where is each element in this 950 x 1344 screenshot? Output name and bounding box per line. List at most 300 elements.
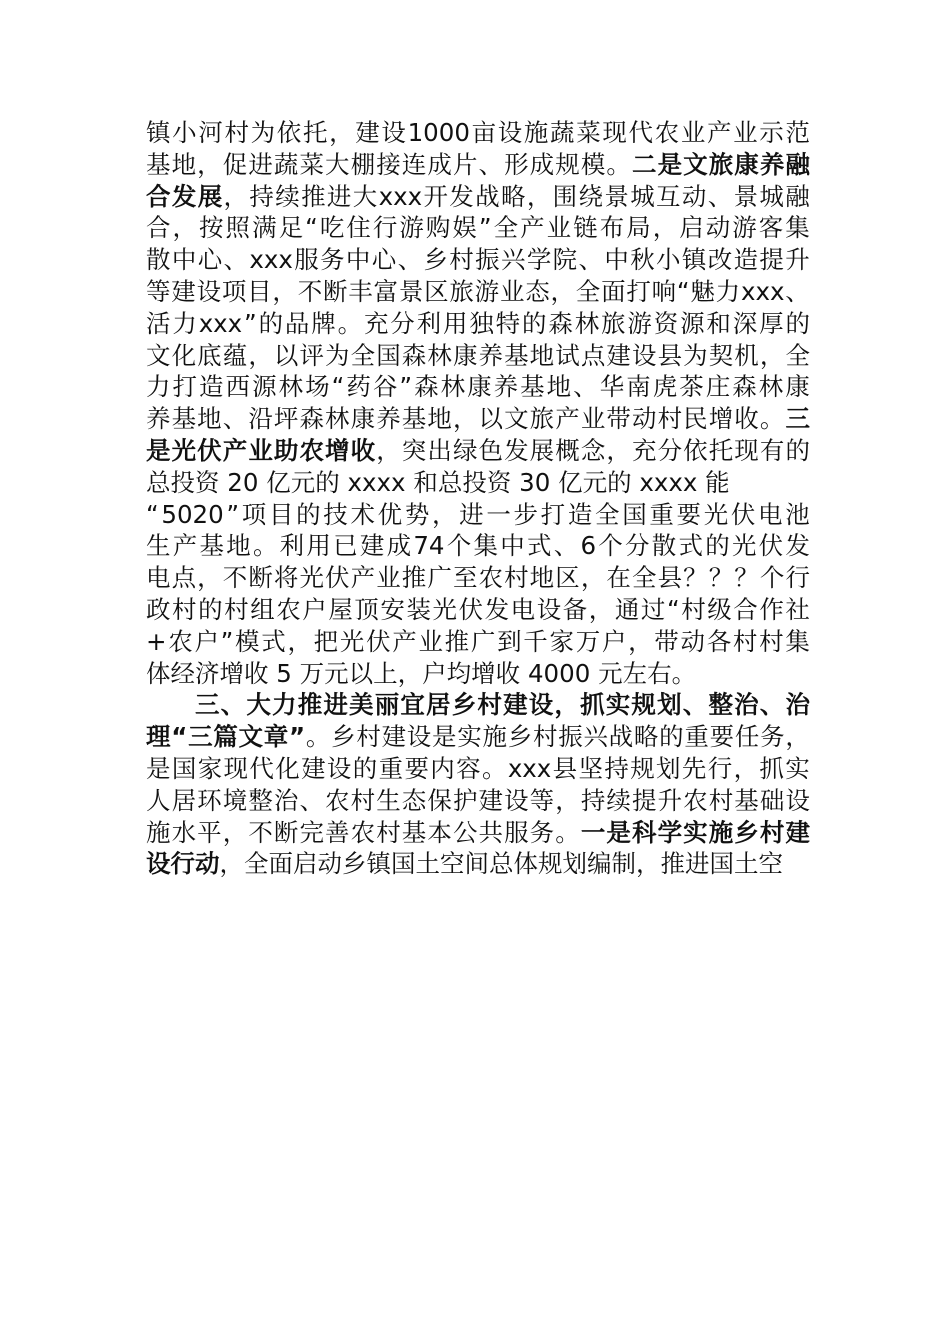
text-run: 项	[241, 499, 267, 529]
text-run: 全	[575, 276, 601, 306]
text-run: 康	[452, 340, 478, 370]
text-run: 响	[651, 276, 677, 306]
text-run: 购	[425, 213, 451, 243]
text-run: 全	[785, 340, 810, 370]
text-line	[146, 530, 810, 562]
bold-text: 助	[273, 435, 299, 465]
text-run: 试	[555, 340, 580, 370]
text-run: 公	[452, 817, 478, 847]
text-run: 照	[225, 213, 251, 243]
bold-text: 文	[683, 149, 708, 179]
text-run: 蔬	[550, 118, 575, 147]
text-run: 代	[249, 753, 274, 783]
bold-text: 科	[631, 817, 657, 847]
text-run: 容	[456, 753, 481, 783]
text-run: 抓	[759, 753, 784, 783]
text-run: 全	[631, 563, 657, 593]
text-run: 进	[459, 499, 484, 529]
text-run: ？	[683, 563, 708, 593]
text-run: 景	[733, 181, 759, 211]
text-run: 丰	[348, 276, 373, 306]
text-run: 74	[413, 531, 445, 561]
bold-text: 治	[785, 690, 810, 720]
text-run: 平	[197, 817, 222, 847]
text-run: 吃	[319, 213, 345, 243]
text-run: 村	[504, 563, 529, 593]
text-run: 模	[235, 626, 260, 656]
text-run: 乡	[331, 722, 356, 752]
text-line	[146, 626, 810, 658]
text-run: 设	[504, 785, 529, 815]
text-run: 不	[248, 817, 273, 847]
text-run: 光	[299, 563, 324, 593]
text-run: 依	[276, 118, 302, 147]
text-run: 农	[478, 563, 504, 593]
text-run: 兴	[500, 245, 526, 275]
text-run: 发	[484, 594, 510, 624]
bold-text: 、	[759, 690, 785, 720]
text-run: ”	[226, 499, 240, 529]
text-run: 学	[526, 245, 552, 275]
text-run: 魅	[690, 276, 715, 306]
text-run: 一	[486, 499, 511, 529]
bold-text: 进	[323, 690, 348, 720]
text-run: 势	[404, 499, 430, 529]
text-run: 社	[785, 594, 810, 624]
text-run: 续	[275, 181, 300, 211]
text-run: 业	[733, 118, 758, 147]
text-run: xxx	[378, 181, 423, 211]
text-run: 战	[475, 181, 500, 211]
text-run: 振	[475, 245, 500, 275]
text-run: 地	[529, 340, 555, 370]
text-run: 略	[500, 181, 526, 211]
text-run: 养	[478, 340, 504, 370]
text-run: 1000	[407, 118, 470, 147]
text-run: 作	[759, 594, 784, 624]
text-run: 特	[495, 308, 521, 338]
text-run: 增	[708, 404, 734, 434]
text-run: 装	[406, 594, 431, 624]
bold-text: 居	[426, 690, 451, 720]
text-run: 通	[614, 594, 640, 624]
text-run: 源	[680, 308, 705, 338]
text-line	[146, 244, 810, 276]
text-run: 以	[478, 404, 504, 434]
text-run: 力	[146, 372, 171, 402]
text-run: 地	[171, 149, 197, 179]
text-run: “	[666, 594, 680, 624]
text-run: 产	[520, 213, 545, 243]
text-line	[146, 594, 810, 626]
text-run: 森	[732, 372, 757, 402]
text-run: 文	[504, 404, 529, 434]
text-run: 电	[758, 499, 783, 529]
text-run: 游	[474, 276, 500, 306]
bold-text: 丽	[374, 690, 400, 720]
text-run: 和	[706, 308, 731, 338]
text-run: ，	[222, 817, 248, 847]
text-run: 蕴	[222, 340, 248, 370]
bold-text: 规	[631, 690, 656, 720]
text-run: 。	[606, 149, 631, 179]
text-run: 先	[681, 753, 707, 783]
text-run: 底	[197, 340, 222, 370]
text-run: 村	[356, 722, 381, 752]
text-run: 共	[478, 817, 504, 847]
text-run: 升	[657, 785, 683, 815]
text-run: 国	[171, 753, 197, 783]
text-run: 的	[705, 531, 730, 561]
text-run: ”	[244, 308, 257, 338]
text-run: 屋	[328, 594, 353, 624]
text-run: 康	[467, 372, 492, 402]
text-run: ，全面启动乡镇国土空间总体规划编制，推进国土空	[219, 849, 783, 879]
text-run: 业	[580, 404, 606, 434]
text-run: 带	[654, 626, 679, 656]
text-run: 以	[273, 340, 299, 370]
bold-text: 乡	[451, 690, 477, 720]
text-run: ，	[272, 276, 297, 306]
text-line	[146, 753, 810, 785]
text-run: 托	[302, 118, 328, 147]
text-run: 华	[599, 372, 625, 402]
text-run: 的	[659, 722, 684, 752]
text-run: ，	[652, 213, 678, 243]
text-run: 体经济增收 5 万元以上，户均增收 4000 元左右。	[146, 658, 697, 688]
text-run: 成	[427, 149, 452, 179]
text-run: 、	[478, 149, 504, 179]
text-run: 机	[734, 340, 759, 370]
text-run: ？	[708, 563, 734, 593]
text-run: 利	[279, 531, 305, 561]
text-run: 人	[146, 785, 171, 815]
text-run: 动	[631, 404, 657, 434]
text-run: 现	[602, 118, 627, 147]
text-run: 厚	[759, 308, 784, 338]
text-run: 国	[376, 340, 401, 370]
text-run: 术	[350, 499, 375, 529]
text-run: 村	[657, 404, 683, 434]
text-run: 村	[224, 118, 249, 147]
text-run: 总投资 20 亿元的 xxxx 和总投资 30 亿元的 xxxx 能	[146, 467, 730, 497]
text-run: 区	[555, 563, 580, 593]
text-run: 行	[707, 753, 733, 783]
bold-text: 收	[350, 435, 376, 465]
text-run: 散	[651, 531, 677, 561]
text-run: 电	[146, 563, 171, 593]
bold-text: 实	[683, 817, 708, 847]
text-run: 振	[558, 722, 583, 752]
text-run: 分	[625, 531, 650, 561]
text-run: 绕	[578, 181, 603, 211]
bold-text: 业	[248, 435, 273, 465]
text-run: 森	[401, 340, 427, 370]
text-run: 村	[449, 245, 474, 275]
text-run: 坚	[578, 753, 603, 783]
text-run: 链	[573, 213, 598, 243]
text-run: 5020	[161, 499, 224, 529]
text-run: 牌	[311, 308, 336, 338]
text-line	[146, 181, 810, 213]
text-run: 深	[732, 308, 758, 338]
bold-text: 展	[197, 181, 223, 211]
text-line	[146, 340, 810, 372]
text-run: 伏	[758, 531, 784, 561]
text-run: 行	[785, 563, 810, 593]
text-run: 服	[294, 245, 319, 275]
text-run: 游	[732, 213, 757, 243]
text-run: 绿	[452, 435, 478, 465]
text-run: 产	[706, 118, 732, 147]
text-run: ，	[526, 181, 552, 211]
text-run: 菜	[299, 149, 324, 179]
text-run: 打	[626, 276, 651, 306]
text-run: 利	[416, 308, 442, 338]
text-run: 目	[268, 499, 294, 529]
text-line	[146, 149, 810, 181]
text-run: 业	[546, 213, 572, 243]
text-run: 设	[785, 785, 810, 815]
text-run: 突	[401, 435, 427, 465]
text-run: 发	[785, 531, 810, 561]
text-run: 小	[656, 245, 681, 275]
text-run: xxx	[507, 753, 552, 783]
text-run: 、	[553, 531, 579, 561]
text-line	[146, 848, 810, 880]
bold-text: 是	[606, 817, 631, 847]
text-run: 家	[197, 753, 223, 783]
text-run: 契	[708, 340, 734, 370]
text-run: 户	[194, 626, 219, 656]
text-run: 分	[390, 308, 415, 338]
text-run: 设	[196, 276, 222, 306]
text-run: 环	[197, 785, 222, 815]
bold-text: 抓	[580, 690, 605, 720]
text-run: 城	[759, 181, 784, 211]
text-run: 心	[197, 245, 223, 275]
text-run: 目	[247, 276, 272, 306]
text-line	[146, 689, 810, 721]
text-run: 现	[734, 435, 759, 465]
bold-text: 实	[605, 690, 631, 720]
text-run: 的	[785, 308, 810, 338]
bold-text: 合	[146, 181, 171, 211]
text-run: 庄	[705, 372, 731, 402]
text-run: 造	[199, 372, 224, 402]
text-run: 改	[707, 245, 733, 275]
text-run: 级	[707, 594, 732, 624]
text-run: ，	[197, 563, 222, 593]
text-run: 任	[734, 722, 760, 752]
text-run: 集	[785, 213, 810, 243]
text-run: 、	[573, 372, 598, 402]
text-run: 城	[630, 181, 655, 211]
text-run: 、	[222, 404, 248, 434]
text-run: 务	[529, 817, 555, 847]
text-run: 护	[452, 785, 478, 815]
text-run: 林	[440, 372, 466, 402]
text-run: 建	[171, 276, 196, 306]
text-run: 态	[401, 785, 427, 815]
text-line	[146, 658, 810, 690]
text-run: 保	[427, 785, 452, 815]
text-run: 养	[376, 404, 401, 434]
text-run: 光	[703, 499, 729, 529]
body-text	[146, 117, 810, 880]
text-run: 代	[628, 118, 654, 147]
text-run: 进	[248, 149, 273, 179]
text-run: 林	[574, 308, 600, 338]
text-line	[146, 212, 810, 244]
bold-text: 增	[325, 435, 350, 465]
text-run: 。	[481, 753, 507, 783]
text-run: 过	[640, 594, 666, 624]
text-run: 提	[631, 785, 657, 815]
text-run: 各	[706, 626, 732, 656]
text-line	[146, 817, 810, 849]
bold-text: 康	[734, 149, 759, 179]
text-run: 有	[759, 435, 785, 465]
text-run: 电	[510, 594, 536, 624]
text-run: 重	[649, 499, 674, 529]
text-run: “	[331, 372, 345, 402]
text-run: 持	[249, 181, 274, 211]
text-run: 提	[759, 245, 784, 275]
text-run: ，	[197, 149, 222, 179]
text-run: 施	[482, 722, 507, 752]
text-run: 地	[226, 531, 251, 561]
bold-text: 力	[272, 690, 297, 720]
text-run: 伏	[458, 594, 484, 624]
text-run: 步	[513, 499, 538, 529]
text-run: 光	[731, 531, 757, 561]
text-run: 镇	[146, 118, 171, 147]
text-run: 娱	[452, 213, 477, 243]
text-run: 村	[376, 817, 401, 847]
bold-text: 光	[171, 435, 197, 465]
text-run: ，	[606, 435, 631, 465]
text-run: 收	[734, 404, 759, 434]
bold-text: 是	[146, 435, 171, 465]
text-run: 续	[606, 785, 631, 815]
text-run: 行	[372, 213, 398, 243]
text-run: 不	[297, 276, 323, 306]
text-run: 为	[325, 340, 350, 370]
text-run: 造	[567, 499, 593, 529]
text-run: 建	[301, 753, 326, 783]
text-run: 村	[172, 594, 197, 624]
text-run: ，	[550, 276, 575, 306]
text-run: 的	[522, 308, 547, 338]
text-run: 全	[595, 499, 620, 529]
text-run: 游	[399, 213, 424, 243]
text-run: 、	[397, 245, 423, 275]
text-run: 设	[406, 722, 432, 752]
text-run: xxx	[740, 276, 785, 306]
bold-text: 三	[188, 722, 213, 752]
text-run: 南	[626, 372, 651, 402]
text-run: 全	[350, 340, 376, 370]
text-run: 产	[350, 563, 376, 593]
text-run: 备	[562, 594, 588, 624]
bold-text: 村	[477, 690, 502, 720]
bold-text: 建	[503, 690, 528, 720]
text-line	[146, 721, 810, 753]
text-run: 蔬	[273, 149, 299, 179]
text-run: 化	[275, 753, 300, 783]
text-run: 基	[199, 531, 224, 561]
bold-text: 三	[785, 404, 810, 434]
bold-text: 、	[220, 690, 246, 720]
text-run: 独	[469, 308, 494, 338]
text-run: 连	[401, 149, 427, 179]
text-run: ，	[580, 563, 606, 593]
text-run: ，	[759, 340, 785, 370]
text-run: ，	[431, 499, 457, 529]
bold-text: 、	[682, 690, 708, 720]
text-run: 水	[171, 817, 197, 847]
text-run: 个	[759, 563, 785, 593]
text-line	[146, 562, 810, 594]
text-run: 境	[222, 785, 248, 815]
text-run: 概	[555, 435, 580, 465]
text-run: 养	[493, 372, 519, 402]
text-run: 实	[457, 722, 482, 752]
text-run: 布	[599, 213, 625, 243]
text-run: 战	[608, 722, 634, 752]
text-run: 中	[500, 531, 525, 561]
text-run: 不	[222, 563, 248, 593]
text-run: 文	[146, 340, 171, 370]
text-run: 村	[681, 594, 706, 624]
text-run: 全	[493, 213, 519, 243]
text-run: 林	[278, 372, 304, 402]
text-run: 动	[681, 181, 707, 211]
text-run: 民	[683, 404, 708, 434]
text-run: 依	[683, 435, 708, 465]
text-run: 居	[171, 785, 197, 815]
text-run: 资	[653, 308, 679, 338]
text-run: 乡	[507, 722, 533, 752]
text-run: 散	[146, 245, 171, 275]
text-run: 地	[427, 404, 452, 434]
text-run: 广	[470, 626, 496, 656]
text-run: 、	[785, 276, 810, 306]
text-run: 坪	[273, 404, 299, 434]
text-run: 化	[171, 340, 197, 370]
text-run: 至	[452, 563, 478, 593]
text-run: 村	[732, 626, 758, 656]
text-run: 伏	[325, 563, 350, 593]
text-run: 用	[306, 531, 331, 561]
text-run: 按	[199, 213, 224, 243]
text-run: ，	[555, 785, 580, 815]
text-run: “	[305, 213, 318, 243]
text-run: 断	[273, 817, 299, 847]
text-run: 打	[540, 499, 566, 529]
bold-text: ”	[289, 722, 306, 752]
text-run: 旅	[449, 276, 474, 306]
text-run: 发	[449, 181, 474, 211]
text-run: 技	[323, 499, 348, 529]
text-run: ？	[734, 563, 759, 593]
text-run: 的	[198, 594, 223, 624]
bold-text: 施	[708, 817, 734, 847]
text-run: ，	[733, 753, 759, 783]
bold-text: 产	[222, 435, 248, 465]
text-run: 村	[532, 722, 558, 752]
